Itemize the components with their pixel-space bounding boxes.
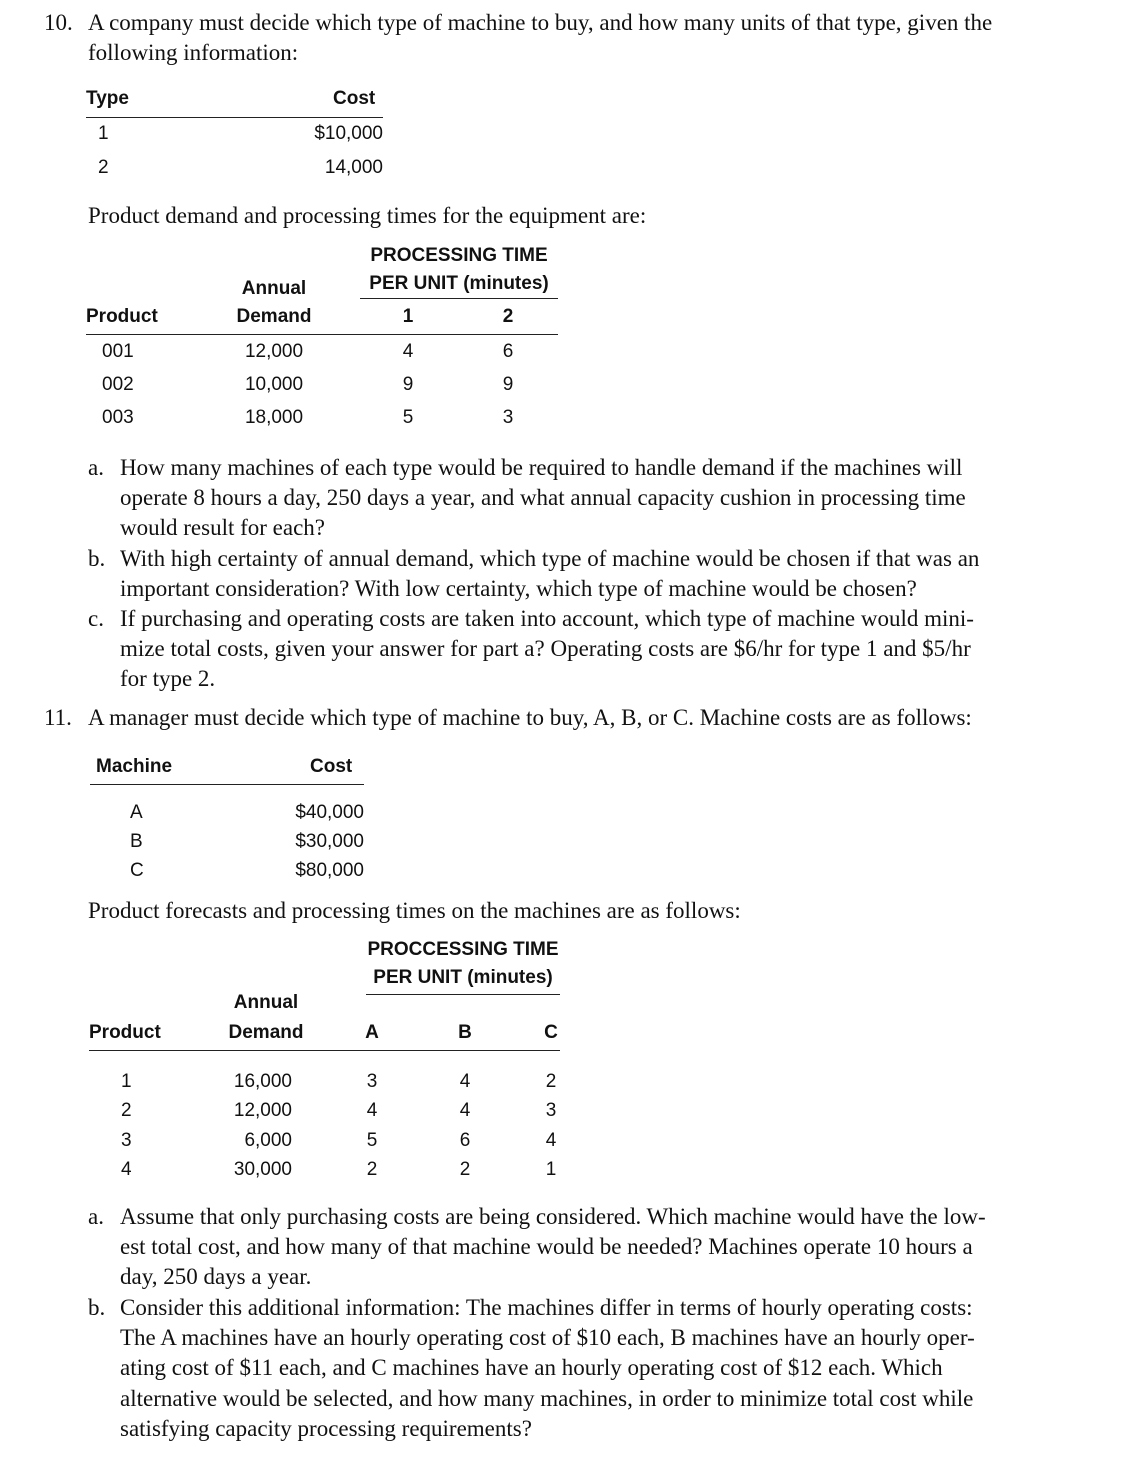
sub-question-label: a.	[88, 455, 104, 480]
problem-intro-line: A company must decide which type of machine to buy, and how many units of that type, given the	[88, 10, 993, 35]
table-cell: 14,000	[324, 157, 383, 178]
table-cell: 001	[102, 341, 134, 362]
table-cell: 5	[366, 1130, 378, 1151]
section-intro: Product forecasts and processing times on the machines are as follows:	[88, 898, 741, 923]
column-header: Demand	[228, 1022, 304, 1043]
table-cell: 16,000	[233, 1071, 292, 1092]
table-cell: 10,000	[244, 374, 304, 395]
table-cell: 4	[459, 1071, 471, 1092]
sub-question-line: The A machines have an hourly operating cost of $10 each, B machines have an hourly oper-	[120, 1325, 975, 1350]
problem-intro: A manager must decide which type of machine to buy, A, B, or C. Machine costs are as follows:	[88, 705, 972, 730]
table-cell: 3	[545, 1100, 557, 1121]
problem-number: 10.	[44, 10, 73, 35]
table-cell: 3	[366, 1071, 378, 1092]
table-cell: 12,000	[233, 1100, 292, 1121]
sub-question-line: Consider this additional information: The machines differ in terms of hourly operating costs:	[120, 1295, 973, 1320]
column-header: C	[544, 1022, 558, 1043]
table-rule	[360, 298, 558, 299]
table-cell: $40,000	[295, 802, 364, 823]
table-cell: 2	[459, 1159, 471, 1180]
table-cell: B	[130, 831, 143, 852]
sub-question-line: How many machines of each type would be required to handle demand if the machines will	[120, 455, 963, 480]
sub-question-label: a.	[88, 1204, 104, 1229]
column-header: Product	[89, 1022, 161, 1043]
sub-question-line: est total cost, and how many of that machine would be needed? Machines operate 10 hours a	[120, 1234, 973, 1259]
table-cell: 6,000	[244, 1130, 292, 1151]
table-cell: 2	[98, 157, 109, 178]
table-cell: 6	[502, 341, 514, 362]
column-header: Type	[86, 88, 129, 109]
sub-question-line: day, 250 days a year.	[120, 1264, 312, 1289]
table-cell: 5	[402, 407, 414, 428]
column-header: Annual	[241, 278, 307, 299]
column-header: 1	[402, 306, 414, 327]
table-cell: A	[130, 802, 143, 823]
table-cell: 4	[545, 1130, 557, 1151]
group-header: PROCCESSING TIME	[367, 939, 559, 960]
table-cell: 30,000	[233, 1159, 292, 1180]
table-rule	[89, 1050, 560, 1051]
column-header: Cost	[333, 88, 376, 109]
table-cell: 2	[366, 1159, 378, 1180]
table-cell: 4	[402, 341, 414, 362]
column-header: A	[365, 1022, 379, 1043]
sub-question-line: If purchasing and operating costs are taken into account, which type of machine would mini-	[120, 606, 974, 631]
sub-question-line: operate 8 hours a day, 250 days a year, and what annual capacity cushion in processing time	[120, 485, 966, 510]
table-cell: 002	[102, 374, 134, 395]
sub-question-line: important consideration? With low certainty, which type of machine would be chosen?	[120, 576, 917, 601]
sub-question-line: ating cost of $11 each, and C machines have an hourly operating cost of $12 each. Which	[120, 1355, 943, 1380]
table-cell: 2	[121, 1100, 132, 1121]
column-header: Demand	[236, 306, 312, 327]
table-cell: 4	[459, 1100, 471, 1121]
column-header: Machine	[96, 756, 173, 777]
sub-question-line: would result for each?	[120, 515, 326, 540]
table-rule	[86, 117, 383, 118]
group-header: PER UNIT (minutes)	[373, 967, 553, 988]
table-cell: 003	[102, 407, 134, 428]
sub-question-line: satisfying capacity processing requirements?	[120, 1416, 532, 1441]
table-cell: 4	[366, 1100, 378, 1121]
table-cell: 9	[402, 374, 414, 395]
table-cell: 12,000	[244, 341, 304, 362]
table-cell: 18,000	[244, 407, 304, 428]
section-intro: Product demand and processing times for the equipment are:	[88, 203, 647, 228]
table-cell: 1	[121, 1071, 132, 1092]
table-rule	[90, 784, 364, 785]
table-cell: 6	[459, 1130, 471, 1151]
table-cell: 3	[121, 1130, 132, 1151]
group-header: PROCESSING TIME	[370, 245, 548, 266]
sub-question-label: b.	[88, 1295, 106, 1320]
table-rule	[86, 334, 558, 335]
column-header: Annual	[233, 992, 299, 1013]
sub-question-line: Assume that only purchasing costs are being considered. Which machine would have the low-	[120, 1204, 986, 1229]
sub-question-label: b.	[88, 546, 106, 571]
column-header: 2	[502, 306, 514, 327]
table-cell: 1	[545, 1159, 557, 1180]
table-cell: $80,000	[295, 860, 364, 881]
column-header: Cost	[310, 756, 353, 777]
table-cell: 3	[502, 407, 514, 428]
sub-question-line: mize total costs, given your answer for part a? Operating costs are $6/hr for type 1 and $5/hr	[120, 636, 971, 661]
sub-question-line: alternative would be selected, and how many machines, in order to minimize total cost while	[120, 1386, 974, 1411]
table-cell: 9	[502, 374, 514, 395]
table-cell: $30,000	[295, 831, 364, 852]
table-cell: C	[130, 860, 144, 881]
table-rule	[366, 994, 560, 995]
table-cell: $10,000	[314, 123, 383, 144]
sub-question-line: With high certainty of annual demand, which type of machine would be chosen if that was an	[120, 546, 980, 571]
table-cell: 1	[98, 123, 109, 144]
sub-question-label: c.	[88, 606, 104, 631]
group-header: PER UNIT (minutes)	[369, 273, 549, 294]
table-cell: 4	[121, 1159, 132, 1180]
problem-intro-line: following information:	[88, 40, 299, 65]
table-cell: 2	[545, 1071, 557, 1092]
column-header: Product	[86, 306, 158, 327]
column-header: B	[458, 1022, 472, 1043]
problem-number: 11.	[44, 705, 72, 730]
sub-question-line: for type 2.	[120, 666, 216, 691]
